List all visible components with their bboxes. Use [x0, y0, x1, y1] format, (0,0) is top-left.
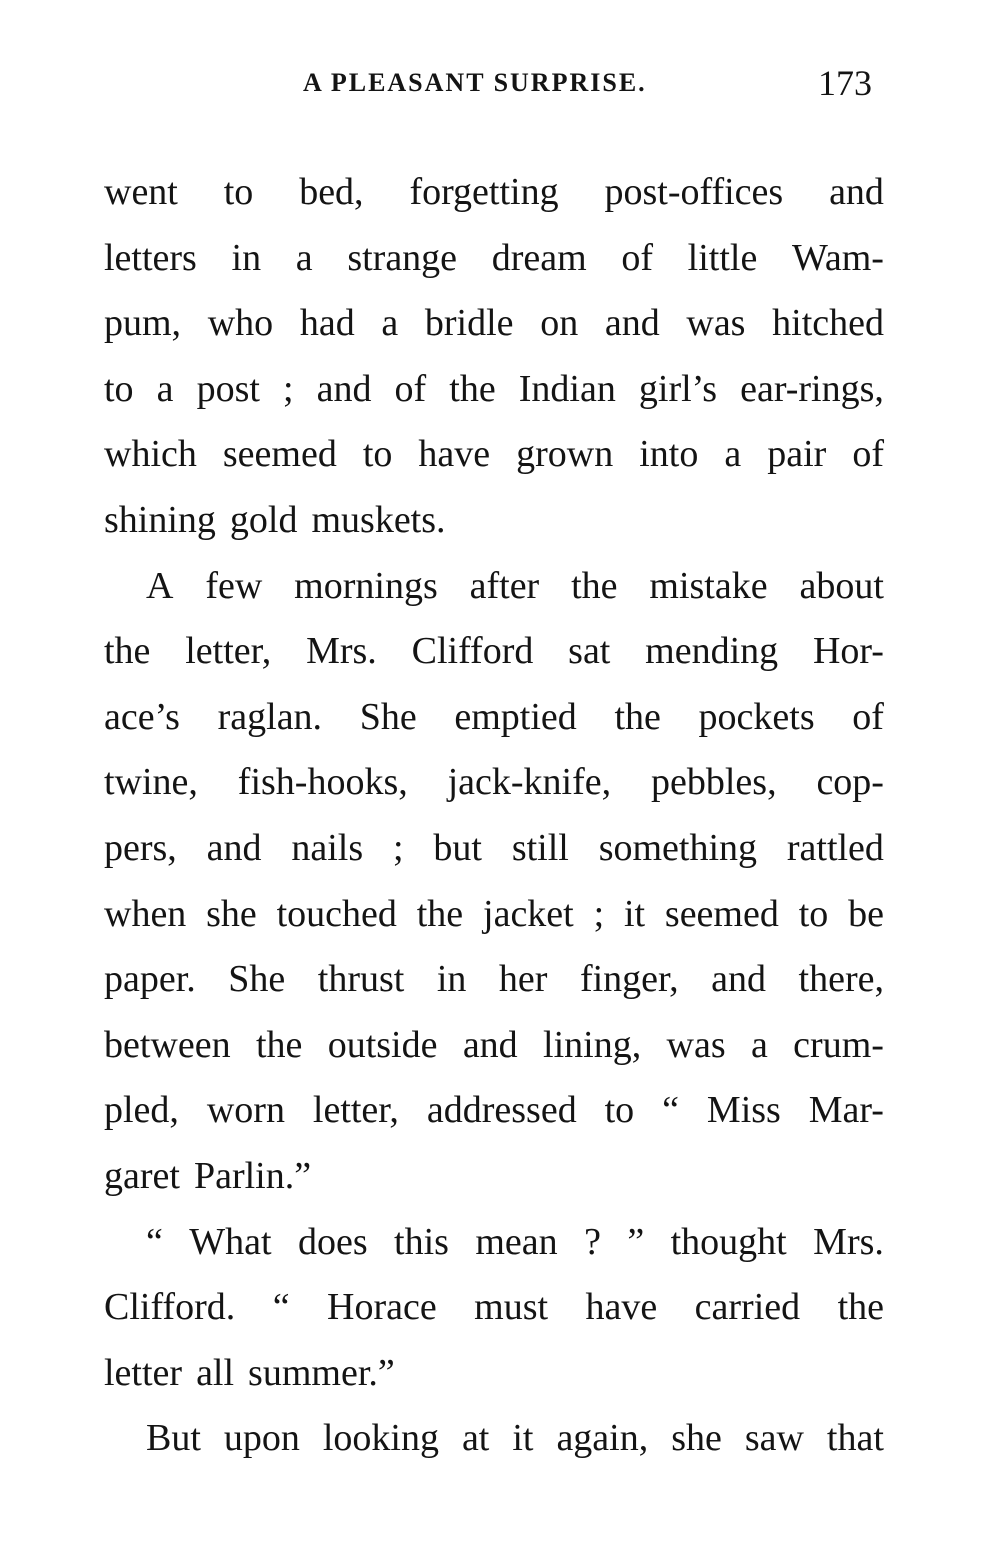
text-line: twine, fish-hooks, jack-knife, pebbles, cop-: [104, 761, 884, 804]
text-line: pled, worn letter, addressed to “ Miss Mar-: [104, 1089, 884, 1132]
text-line: A few mornings after the mistake about: [146, 564, 884, 607]
running-head: [0, 62, 993, 102]
text-line: paper. She thrust in her finger, and there,: [104, 958, 884, 1001]
running-title: A PLEASANT SURPRISE.: [303, 68, 647, 97]
text-line: which seemed to have grown into a pair of: [104, 433, 884, 476]
text-line: garet Parlin.”: [104, 1154, 312, 1197]
text-line: ace’s raglan. She emptied the pockets of: [104, 695, 884, 738]
text-line: letter all summer.”: [104, 1351, 395, 1394]
text-line: Clifford. “ Horace must have carried the: [104, 1286, 884, 1329]
text-line: the letter, Mrs. Clifford sat mending Hor-: [104, 630, 884, 673]
body-text: [104, 160, 884, 1472]
paragraph: [104, 160, 884, 554]
text-line: between the outside and lining, was a crum-: [104, 1023, 884, 1066]
text-line: shining gold muskets.: [104, 498, 446, 541]
text-line: to a post ; and of the Indian girl’s ear-rings,: [104, 367, 884, 410]
paragraph: [104, 554, 884, 1210]
text-line: pers, and nails ; but still something rattled: [104, 826, 884, 869]
text-line: letters in a strange dream of little Wam-: [104, 236, 884, 279]
paragraph: [104, 1210, 884, 1407]
paragraph: [104, 1406, 884, 1472]
text-line: But upon looking at it again, she saw that: [146, 1417, 884, 1460]
page-number: 173: [818, 63, 872, 103]
text-line: went to bed, forgetting post-offices and: [104, 171, 884, 213]
text-line: pum, who had a bridle on and was hitched: [104, 302, 884, 345]
text-line: “ What does this mean ? ” thought Mrs.: [146, 1220, 884, 1263]
text-line: when she touched the jacket ; it seemed to be: [104, 892, 884, 935]
